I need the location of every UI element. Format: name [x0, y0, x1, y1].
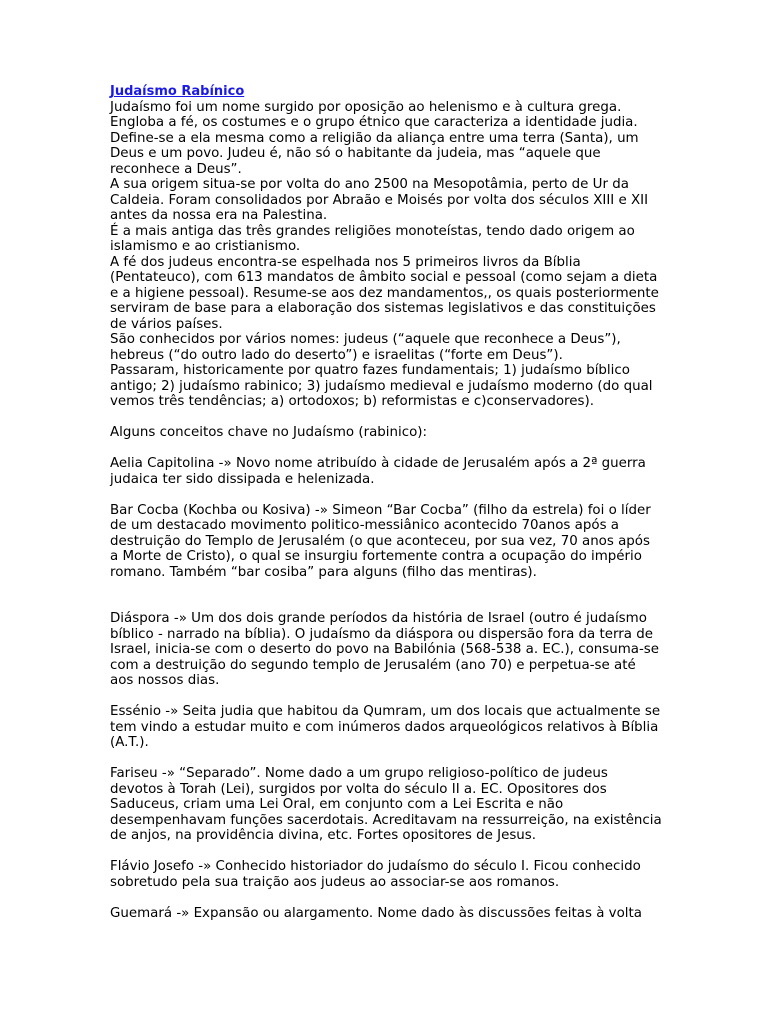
glossary-entry-essenio: Essénio -» Seita judia que habitou da Qumram, um dos locais que actualmente se tem vindo a estudar muito e com inúmeros dados arqueológicos relativos à Bíblia (A.T.).	[110, 704, 661, 750]
document-body	[110, 84, 662, 937]
glossary-entry-bar-cocba: Bar Cocba (Kochba ou Kosiva) -» Simeon “Bar Cocba” (filho da estrela) foi o líder de um destacado movimento politico-messiânico acontecido 70anos após a destruição do Templo de Jerusalém (o que aconteceu, por sua vez, 70 anos após a Morte de Cristo), o qual se insurgiu fortemente contra a ocupação do império romano. Também “bar cosiba” para alguns (filho das mentiras).	[110, 502, 651, 580]
intro-paragraph: É a mais antiga das três grandes religiões monoteístas, tendo dado origem ao islamismo e ao cristianismo.	[110, 223, 635, 254]
section-heading: Alguns conceitos chave no Judaísmo (rabinico):	[110, 425, 428, 440]
page-title-link[interactable]: Judaísmo Rabínico	[110, 84, 245, 99]
intro-paragraph: Passaram, historicamente por quatro fazes fundamentais; 1) judaísmo bíblico antigo; 2) judaísmo rabinico; 3) judaísmo medieval e judaísmo moderno (do qual vemos três tendências; a) ortodoxos; b) reformistas e c)conservadores).	[110, 363, 653, 409]
intro-paragraph: Judaísmo foi um nome surgido por oposição ao helenismo e à cultura grega. Engloba a fé, os costumes e o grupo étnico que caracteriza a identidade judia. Define-se a ela mesma como a religião da aliança entre uma terra (Santa), um Deus e um povo. Judeu é, não só o habitante da judeia, mas “aquele que reconhece a Deus”.	[110, 99, 639, 177]
glossary-entry-flavio-josefo: Flávio Josefo -» Conhecido historiador do judaísmo do século I. Ficou conhecido sobretudo pela sua traição aos judeus ao associar-se aos romanos.	[110, 859, 641, 890]
glossary-entry-aelia-capitolina: Aelia Capitolina -» Novo nome atribuído à cidade de Jerusalém após a 2ª guerra judaica ter sido dissipada e helenizada.	[110, 456, 646, 487]
intro-paragraph: A sua origem situa-se por volta do ano 2500 na Mesopotâmia, perto de Ur da Caldeia. Foram consolidados por Abraão e Moisés por volta dos séculos XIII e XII antes da nossa era na Palestina.	[110, 177, 649, 223]
intro-paragraph: A fé dos judeus encontra-se espelhada nos 5 primeiros livros da Bíblia (Pentateuco), com 613 mandatos de âmbito social e pessoal (como sejam a dieta e a higiene pessoal). Resume-se aos dez mandamentos,, os quais posteriormente serviram de base para a elaboração dos sistemas legislativos e das constituições de vários países.	[110, 254, 659, 332]
intro-text	[110, 100, 662, 410]
glossary-entry-diaspora: Diáspora -» Um dos dois grande períodos da história de Israel (outro é judaísmo bíblico - narrado na bíblia). O judaísmo da diáspora ou dispersão fora da terra de Israel, inicia-se com o deserto do povo na Babilónia (568-538 a. EC.), consuma-se com a destruição do segundo templo de Jerusalém (ano 70) e perpetua-se até aos nossos dias.	[110, 611, 660, 688]
glossary-list	[110, 456, 662, 921]
glossary-entry-fariseu: Fariseu -» “Separado”. Nome dado a um grupo religioso-político de judeus devotos à Torah (Lei), surgidos por volta do século II a. EC. Opositores dos Saduceus, criam uma Lei Oral, em conjunto com a Lei Escrita e não desempenhavam funções sacerdotais. Acreditavam na ressurreição, na existência de anjos, na providência divina, etc. Fortes opositores de Jesus.	[110, 766, 662, 843]
intro-paragraph: São conhecidos por vários nomes: judeus (“aquele que reconhece a Deus”), hebreus (“do outro lado do deserto”) e israelitas (“forte em Deus”).	[110, 332, 621, 363]
glossary-entry-guemara: Guemará -» Expansão ou alargamento. Nome dado às discussões feitas à volta	[110, 905, 642, 921]
